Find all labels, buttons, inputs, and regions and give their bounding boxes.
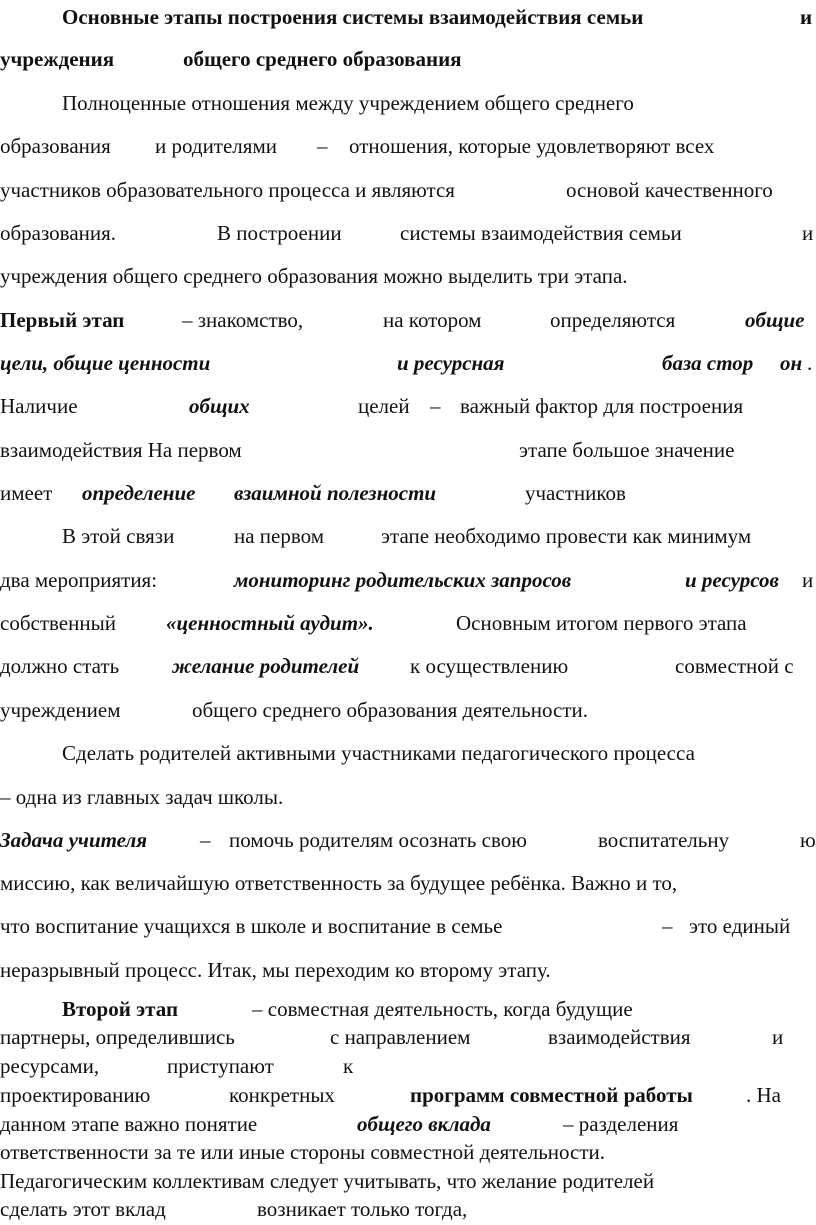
text-line: – разделения	[563, 1112, 679, 1136]
emphasis-text: «ценностный аудит».	[166, 611, 374, 635]
text-line: сделать этот вклад	[0, 1197, 166, 1221]
text-line: это единый	[689, 914, 791, 938]
emphasis-text: база стор	[662, 351, 754, 375]
text-line: и	[802, 221, 814, 245]
emphasis-text: цели, общие ценности	[0, 351, 211, 375]
text-line: –	[662, 914, 673, 938]
text-line: . На	[746, 1083, 781, 1107]
text-line: собственный	[0, 611, 116, 635]
text-line: к	[343, 1054, 354, 1078]
text-line: помочь родителям осознать свою	[229, 828, 527, 852]
text-line: совместной с	[675, 654, 794, 678]
text-line: –	[317, 134, 328, 158]
text-line: определяются	[550, 308, 676, 332]
text-line: Полноценные отношения между учреждением общего среднего	[62, 91, 634, 115]
text-line: Основным итогом первого этапа	[456, 611, 747, 635]
text-line: неразрывный процесс. Итак, мы переходим ко второму этапу.	[0, 958, 551, 982]
text-line: – совместная деятельность, когда будущие	[252, 997, 633, 1021]
text-line: ответственности за те или иные стороны совместной деятельности.	[0, 1140, 606, 1164]
text-line: Сделать родителей активными участниками педагогического процесса	[62, 741, 695, 765]
text-line: должно стать	[0, 654, 120, 678]
emphasis-text: общие	[745, 308, 805, 332]
text-line: воспитательну	[598, 828, 730, 852]
emphasis-text: и ресурсов	[685, 568, 779, 592]
emphasis-text: программ совместной работы	[410, 1083, 693, 1107]
text-line: проектированию	[0, 1083, 151, 1107]
text-line: взаимодействия	[548, 1025, 691, 1049]
heading-line-1-end: и	[800, 5, 813, 29]
text-line: конкретных	[229, 1083, 335, 1107]
text-line: В этой связи	[62, 524, 175, 548]
emphasis-text: он	[780, 351, 803, 375]
text-line: основой качественного	[566, 178, 773, 202]
text-line: и	[802, 568, 814, 592]
text-line: ресурсами,	[0, 1054, 100, 1078]
stage-two-title: Второй этап	[62, 997, 179, 1021]
heading-line-2b: общего среднего образования	[183, 47, 462, 71]
text-line: этапе необходимо провести как минимум	[381, 524, 752, 548]
text-line: участников образовательного процесса и являются	[0, 178, 455, 202]
heading-line-1: Основные этапы построения системы взаимодействия семьи	[62, 5, 644, 29]
text-line: и	[772, 1025, 784, 1049]
emphasis-text: общих	[189, 394, 250, 418]
text-line: В построении	[217, 221, 342, 245]
text-line: Наличие	[0, 394, 78, 418]
text-line: образования.	[0, 221, 117, 245]
emphasis-text: Задача учителя	[0, 828, 148, 852]
text-line: с направлением	[330, 1025, 471, 1049]
text-line: отношения, которые удовлетворяют всех	[349, 134, 715, 158]
text-line: и родителями	[155, 134, 277, 158]
text-line: Педагогическим коллективам следует учитывать, что желание родителей	[0, 1169, 655, 1193]
text-line: ю	[800, 828, 816, 852]
text-line: целей	[358, 394, 410, 418]
text-line: на первом	[234, 524, 325, 548]
text-line: общего среднего образования деятельности.	[192, 698, 588, 722]
text-line: имеет	[0, 481, 53, 505]
emphasis-text: и ресурсная	[397, 351, 505, 375]
emphasis-text: мониторинг родительских запросов	[234, 568, 572, 592]
text-line: .	[807, 351, 813, 375]
text-line: –	[200, 828, 211, 852]
text-line: учреждением	[0, 698, 121, 722]
stage-one-title: Первый этап	[0, 308, 125, 332]
text-line: учреждения общего среднего образования можно выделить три этапа.	[0, 264, 628, 288]
text-line: возникает только тогда,	[257, 1197, 468, 1221]
text-line: системы взаимодействия семьи	[400, 221, 682, 245]
text-line: к осуществлению	[410, 654, 569, 678]
text-line: взаимодействия На первом	[0, 438, 242, 462]
text-line: этапе большое значение	[519, 438, 735, 462]
text-line: образования	[0, 134, 111, 158]
text-line: приступают	[167, 1054, 274, 1078]
emphasis-text: определение	[82, 481, 196, 505]
text-line: данном этапе важно понятие	[0, 1112, 258, 1136]
text-line: на котором	[383, 308, 482, 332]
emphasis-text: взаимной полезности	[234, 481, 437, 505]
text-line: – одна из главных задач школы.	[0, 785, 284, 809]
text-line: что воспитание учащихся в школе и воспитание в семье	[0, 914, 503, 938]
text-line: –	[430, 394, 441, 418]
emphasis-text: желание родителей	[172, 654, 360, 678]
text-line: – знакомство,	[182, 308, 304, 332]
heading-line-2a: учреждения	[0, 47, 115, 71]
text-line: два мероприятия:	[0, 568, 158, 592]
text-line: партнеры, определившись	[0, 1025, 235, 1049]
text-line: важный фактор для построения	[460, 394, 744, 418]
text-line: участников	[525, 481, 626, 505]
emphasis-text: общего вклада	[357, 1112, 491, 1136]
text-line: миссию, как величайшую ответственность за будущее ребёнка. Важно и то,	[0, 871, 678, 895]
